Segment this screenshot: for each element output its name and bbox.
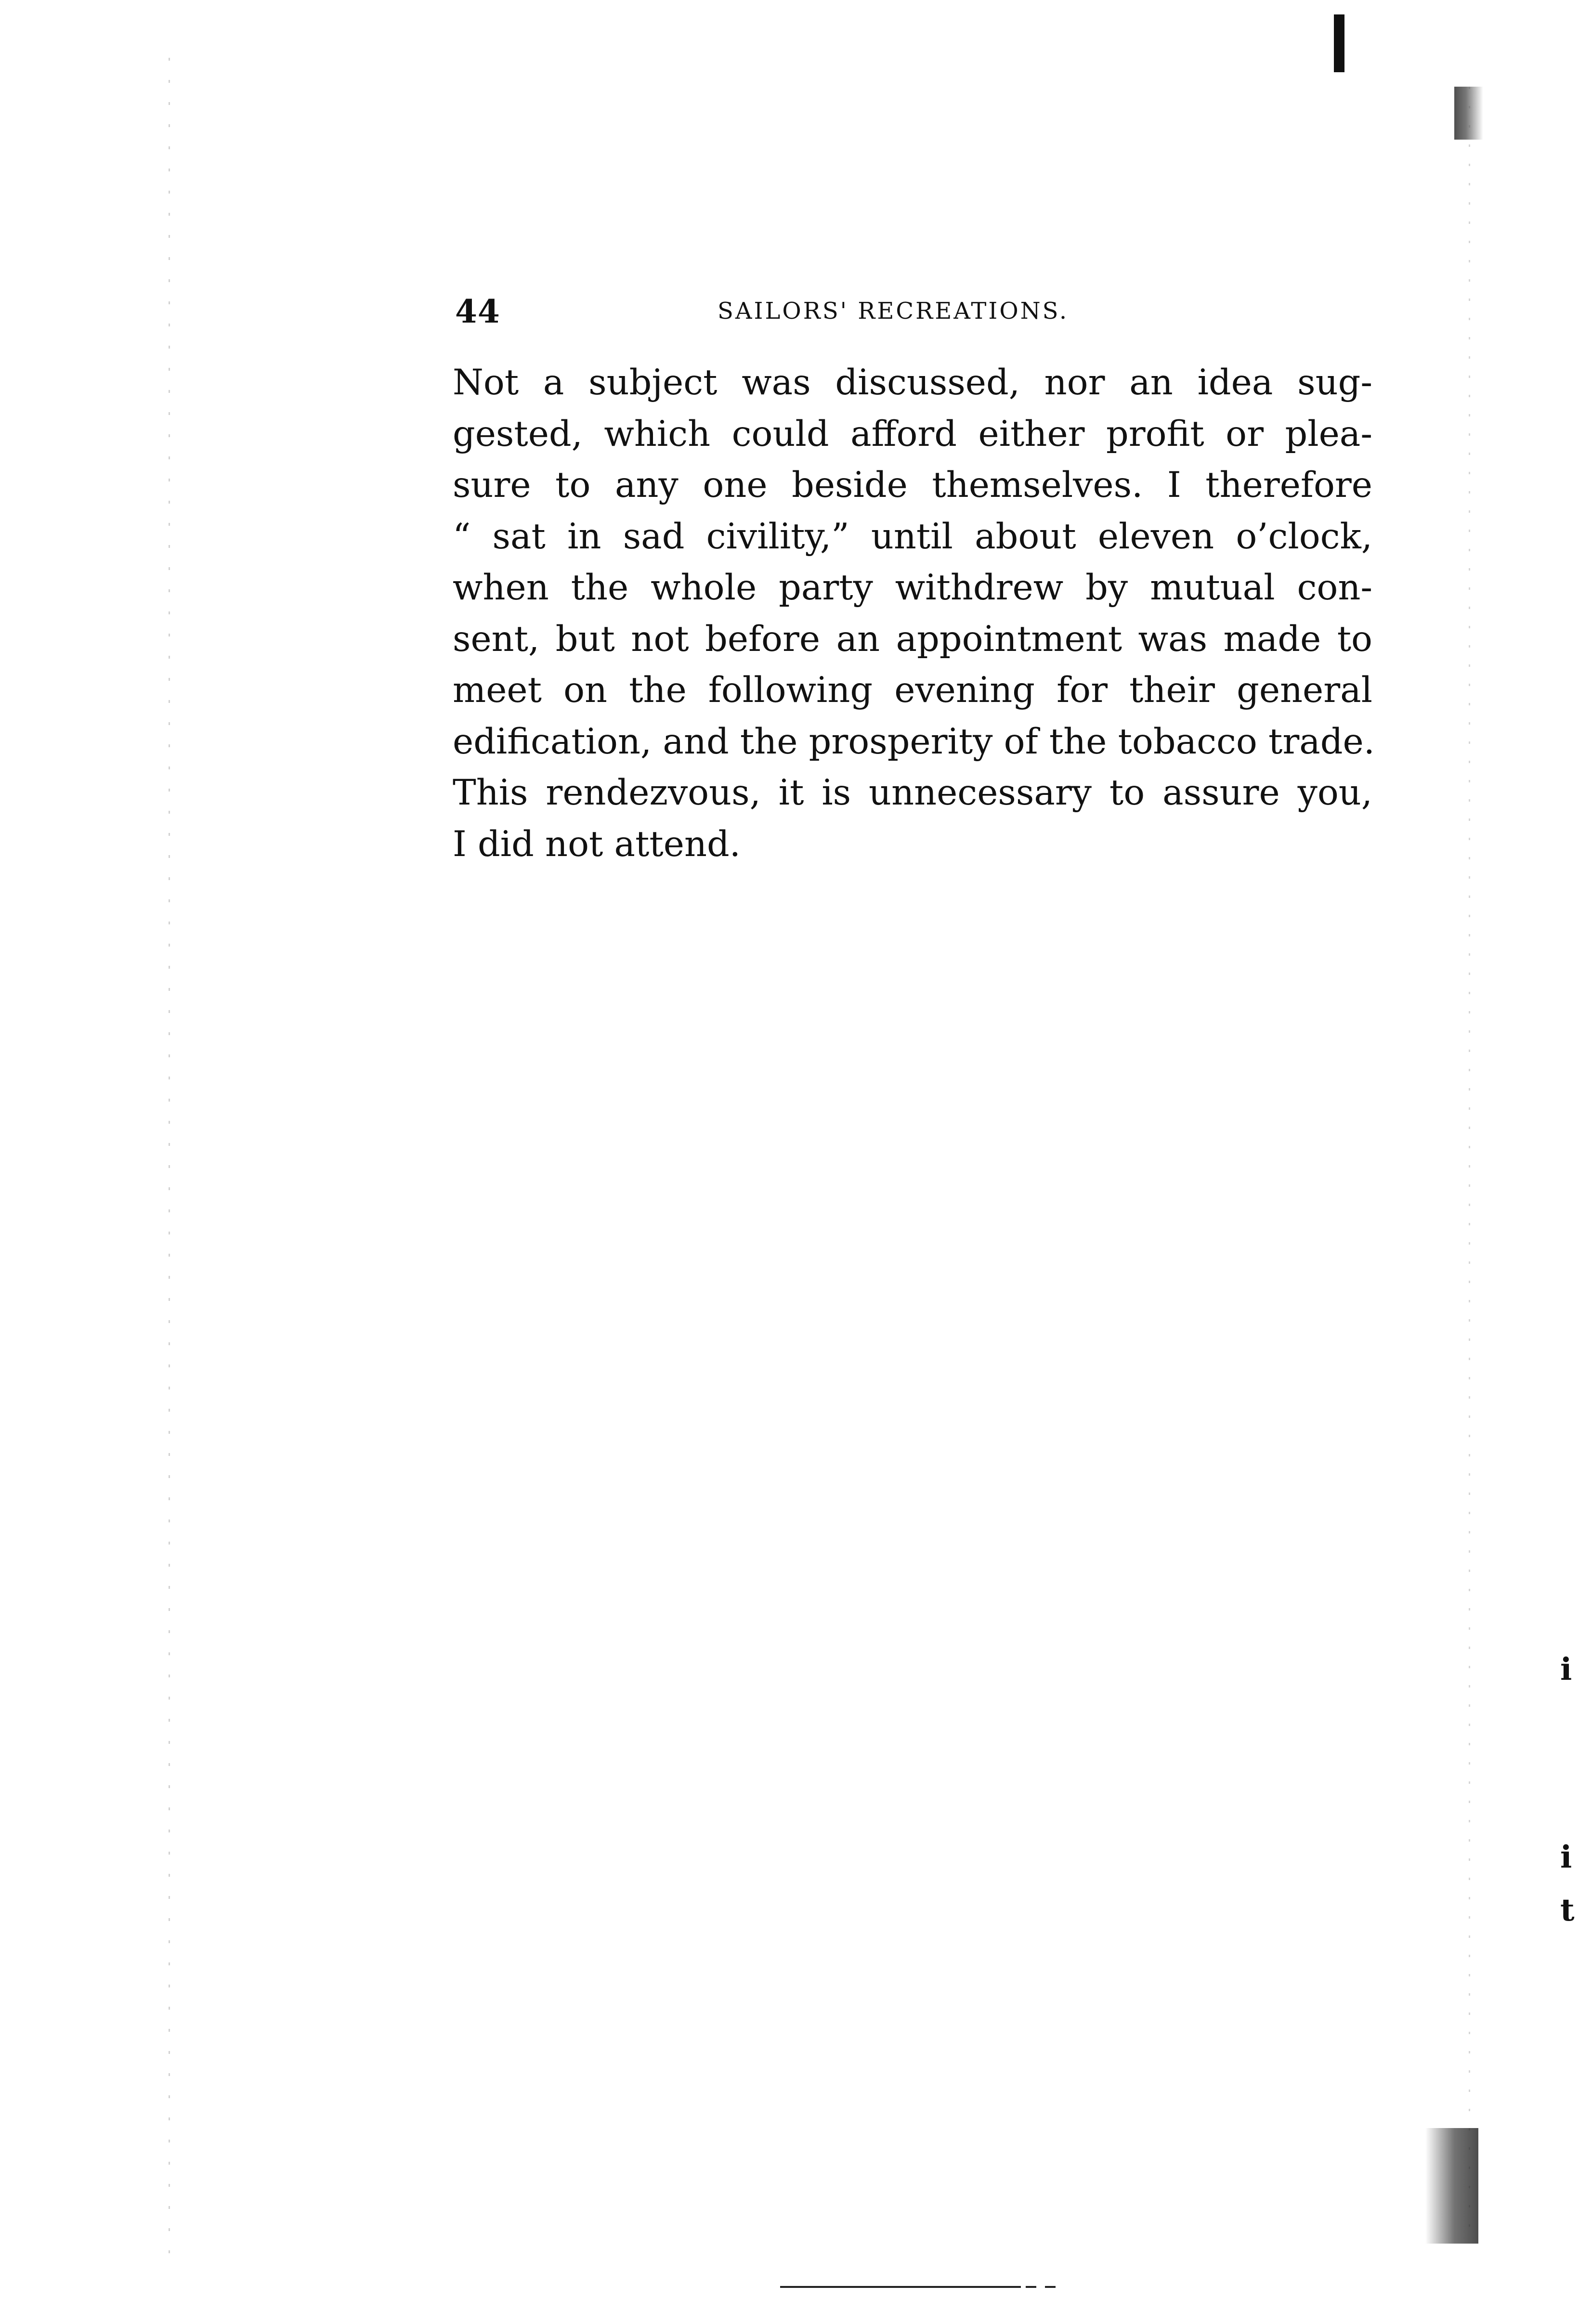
- text-line: I did not attend.: [453, 823, 741, 865]
- running-title: SAILORS' RECREATIONS.: [718, 298, 1069, 325]
- edge-smudge-bottom: [1425, 2128, 1478, 2244]
- right-page-edge: [1449, 87, 1493, 2244]
- bottom-rule-dash: [1045, 2286, 1056, 2288]
- page-number: 44: [455, 293, 500, 330]
- text-line: when the whole party withdrew by mutual con-: [453, 567, 1372, 608]
- text-line: This rendezvous, it is unnecessary to assure you,: [453, 772, 1372, 813]
- margin-bleed-letter: i: [1560, 1651, 1572, 1688]
- bottom-rule: [780, 2286, 1021, 2288]
- bottom-rule-dash: [1026, 2286, 1036, 2288]
- text-line: meet on the following evening for their general: [453, 670, 1372, 711]
- edge-smudge-top: [1454, 87, 1483, 140]
- text-line: sent, but not before an appointment was made to: [453, 618, 1372, 660]
- text-line: “ sat in sad civility,” until about eleven o’clock,: [453, 516, 1372, 557]
- running-head: [455, 289, 1370, 332]
- ink-mark-top: [1334, 14, 1344, 72]
- margin-bleed-letter: t: [1560, 1892, 1575, 1928]
- left-binding-edge: [111, 58, 188, 2272]
- text-line: edification, and the prosperity of the tobacco trade.: [453, 721, 1375, 762]
- text-line: sure to any one beside themselves. I therefore: [453, 465, 1372, 506]
- body-paragraph: [453, 357, 1375, 870]
- text-line: Not a subject was discussed, nor an idea sug-: [453, 362, 1372, 403]
- margin-bleed-letter: i: [1560, 1839, 1572, 1875]
- text-line: gested, which could afford either profit or plea-: [453, 413, 1372, 454]
